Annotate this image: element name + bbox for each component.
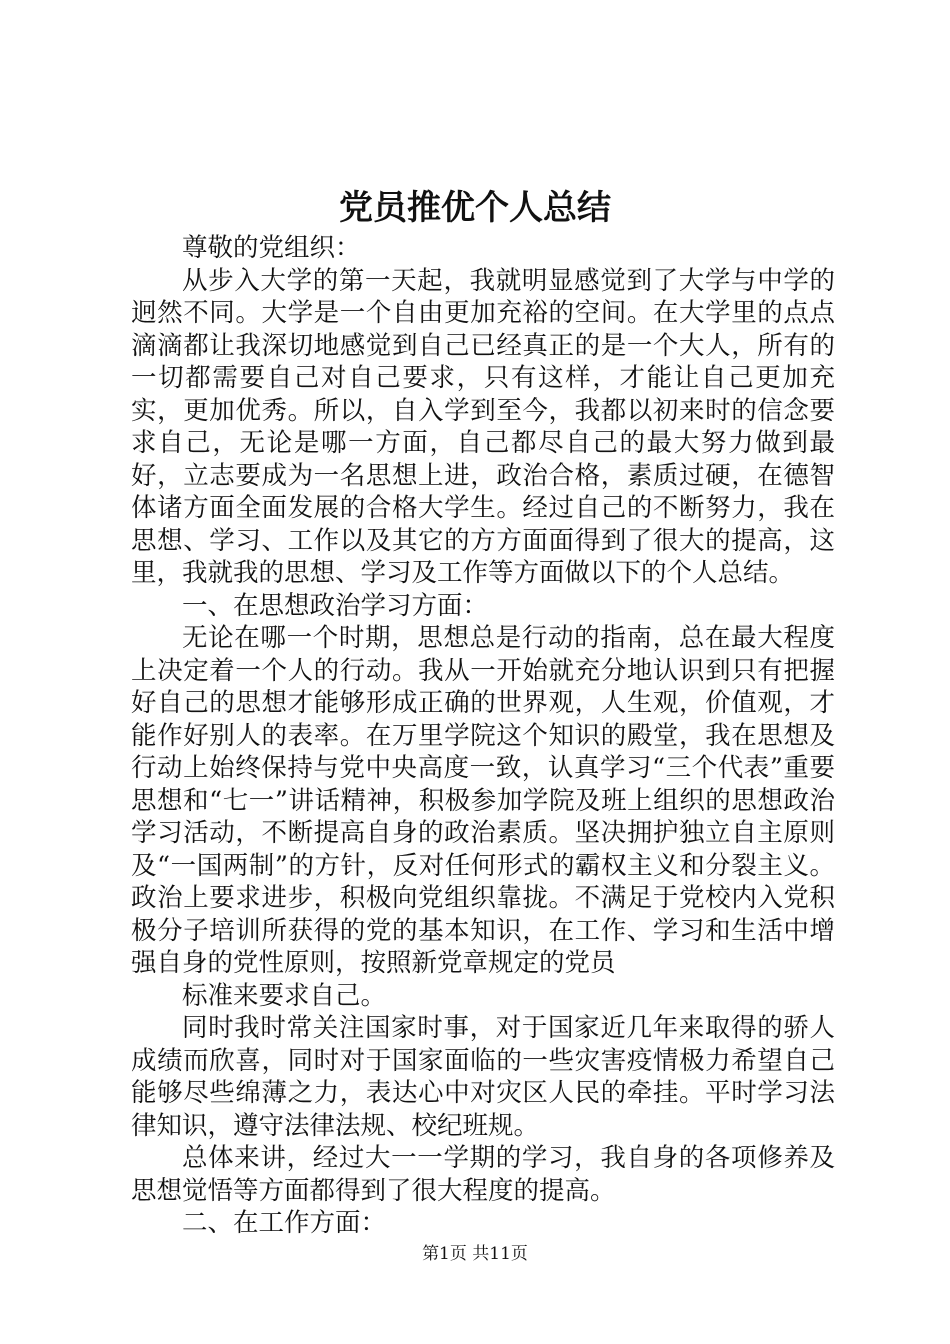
- paragraph: 标准来要求自己。: [182, 980, 387, 1011]
- document-title: 党员推优个人总结: [339, 188, 611, 228]
- document-body: [131, 232, 835, 1240]
- section-heading: 一、在思想政治学习方面：: [182, 590, 489, 621]
- salutation: 尊敬的党组织：: [182, 233, 361, 263]
- page-number-footer: 第1页 共11页: [422, 1244, 528, 1264]
- paragraph: 无论在哪一个时期，思想总是行动的指南，总在最大程度上决定着一个人的行动。我从一开始就充分地认识到只有把握好自己的思想才能够形成正确的世界观，人生观，价值观，才能作好别人的表率。在万里学院这个知识的殿堂，我在思想及行动上始终保持与党中央高度一致，认真学习“三个代表”重要思想和“七一”讲话精神，积极参加学院及班上组织的思想政治学习活动，不断提高自身的政治素质。坚决拥护独立自主原则及“一国两制”的方针，反对任何形式的霸权主义和分裂主义。政治上要求进步，积极向党组织靠拢。不满足于党校内入党积极分子培训所获得的党的基本知识，在工作、学习和生活中增强自身的党性原则，按照新党章规定的党员: [131, 623, 835, 978]
- paragraph: 从步入大学的第一天起，我就明显感觉到了大学与中学的迥然不同。大学是一个自由更加充裕的空间。在大学里的点点滴滴都让我深切地感觉到自己已经真正的是一个大人，所有的一切都需要自己对自己要求，只有这样，才能让自己更加充实，更加优秀。所以，自入学到至今，我都以初来时的信念要求自己，无论是哪一方面，自己都尽自己的最大努力做到最好，立志要成为一名思想上进，政治合格，素质过硬，在德智体诸方面全面发展的合格大学生。经过自己的不断努力，我在思想、学习、工作以及其它的方方面面得到了很大的提高，这里，我就我的思想、学习及工作等方面做以下的个人总结。: [131, 265, 835, 588]
- paragraph: 总体来讲，经过大一一学期的学习，我自身的各项修养及思想觉悟等方面都得到了很大程度的提高。: [131, 1143, 835, 1206]
- section-heading: 二、在工作方面：: [182, 1208, 387, 1238]
- paragraph: 同时我时常关注国家时事，对于国家近几年来取得的骄人成绩而欣喜，同时对于国家面临的一些灾害疫情极力希望自己能够尽些绵薄之力，表达心中对灾区人民的牵挂。平时学习法律知识，遵守法律法规、校纪班规。: [131, 1013, 835, 1141]
